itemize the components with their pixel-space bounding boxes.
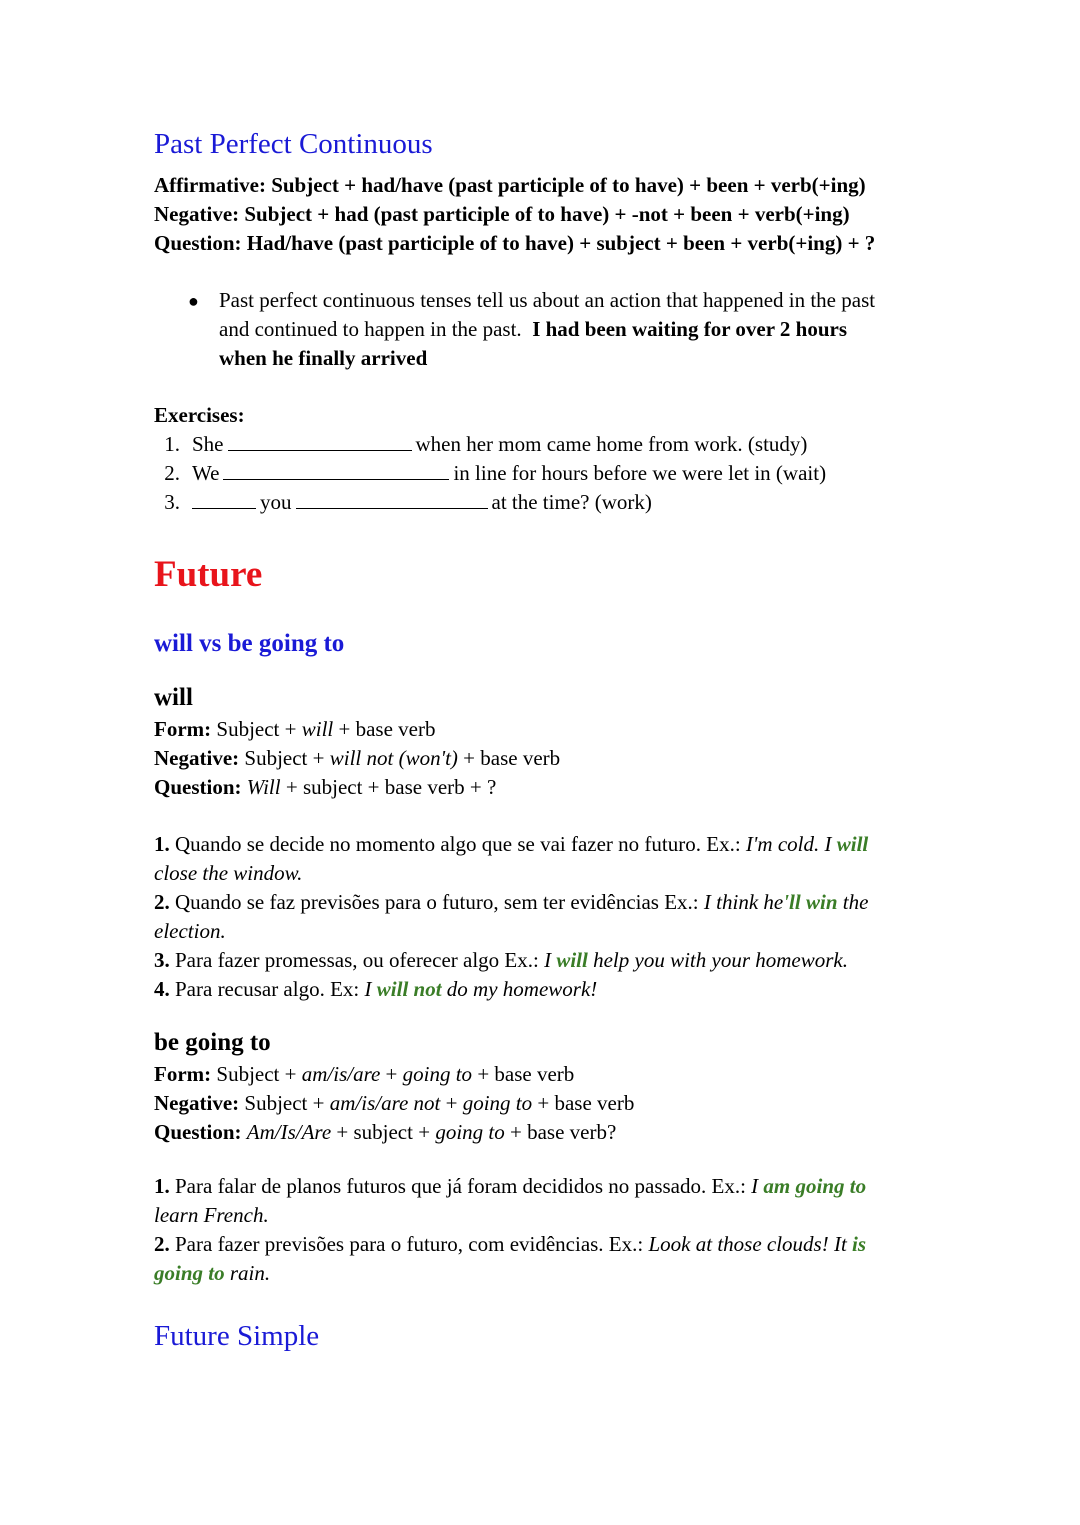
highlight: is	[852, 1232, 867, 1256]
going-use-1	[154, 1172, 866, 1201]
exercise-item-3	[154, 488, 652, 517]
subtitle-will-vs-going: will vs be going to	[154, 630, 345, 657]
highlight: will	[556, 948, 588, 972]
example: the	[837, 890, 869, 914]
exercise-number: 3.	[164, 490, 180, 514]
example: I	[364, 977, 377, 1001]
will-use-4	[154, 975, 597, 1004]
label: Question:	[154, 775, 242, 799]
section-title-future: Future	[154, 554, 263, 595]
exercise-item-1	[154, 430, 807, 459]
example: help you with your homework.	[587, 948, 848, 972]
exercise-text: in line for hours before we were let in (wait)	[453, 461, 827, 485]
highlight: will	[836, 832, 869, 856]
label: Question:	[154, 1120, 242, 1144]
text: + subject +	[331, 1120, 436, 1144]
ppc-affirmative: Affirmative: Subject + had/have (past participle of to have) + been + verb(+ing)	[154, 173, 866, 197]
exercise-text: She	[192, 432, 224, 456]
exercises-label: Exercises:	[154, 403, 245, 427]
text: Subject +	[244, 746, 330, 770]
example: rain.	[224, 1261, 271, 1285]
text: +	[380, 1062, 403, 1086]
ppc-bullet-line3: when he finally arrived	[219, 346, 428, 370]
text: Subject +	[244, 1091, 330, 1115]
going-question	[154, 1118, 616, 1147]
will-use-3	[154, 946, 848, 975]
text: + base verb	[472, 1062, 575, 1086]
text: Am/Is/Are	[246, 1120, 332, 1144]
label: Negative:	[154, 1091, 240, 1115]
text: Will	[246, 775, 281, 799]
section-title-ppc: Past Perfect Continuous	[154, 128, 433, 160]
highlight: am going to	[763, 1174, 867, 1198]
will-use-2	[154, 888, 868, 917]
highlight: going to	[154, 1261, 225, 1285]
answer-blank[interactable]	[228, 432, 412, 451]
text: Para falar de planos futuros que já foram decididos no passado. Ex.:	[175, 1174, 752, 1198]
example: I think he	[703, 890, 784, 914]
bullet-icon: ●	[188, 291, 199, 311]
text: going to	[402, 1062, 473, 1086]
list-number: 2.	[154, 890, 170, 914]
text: Quando se faz previsões para o futuro, sem ter evidências Ex.:	[175, 890, 704, 914]
answer-blank[interactable]	[192, 490, 256, 509]
text: + base verb	[457, 746, 561, 770]
text: + base verb	[333, 717, 436, 741]
text: will not (won't)	[329, 746, 458, 770]
ppc-question: Question: Had/have (past participle of to have) + subject + been + verb(+ing) + ?	[154, 231, 876, 255]
highlight: 'll win	[783, 890, 838, 914]
exercise-number: 1.	[164, 432, 180, 456]
list-number: 3.	[154, 948, 170, 972]
text: + subject + base verb + ?	[280, 775, 497, 799]
ppc-bullet-text: and continued to happen in the past.	[219, 317, 522, 341]
section-title-future-simple: Future Simple	[154, 1320, 320, 1352]
label: Negative:	[154, 746, 240, 770]
example: do my homework!	[441, 977, 598, 1001]
will-negative	[154, 744, 560, 773]
list-number: 4.	[154, 977, 170, 1001]
example: Look at those clouds! It	[648, 1232, 853, 1256]
exercise-text: when her mom came home from work. (study)	[415, 432, 808, 456]
text: Quando se decide no momento algo que se vai fazer no futuro. Ex.:	[175, 832, 746, 856]
list-number: 1.	[154, 1174, 170, 1198]
answer-blank[interactable]	[223, 461, 449, 480]
label: Form:	[154, 1062, 212, 1086]
going-use-2	[154, 1230, 866, 1259]
answer-blank[interactable]	[296, 490, 488, 509]
will-question	[154, 773, 496, 802]
list-number: 2.	[154, 1232, 170, 1256]
ppc-negative: Negative: Subject + had (past participle of to have) + -not + been + verb(+ing)	[154, 202, 850, 226]
example: I	[544, 948, 557, 972]
heading-will: will	[154, 684, 193, 711]
text: am/is/are	[301, 1062, 381, 1086]
exercise-text: you	[260, 490, 292, 514]
text: Para recusar algo. Ex:	[175, 977, 365, 1001]
text: + base verb?	[504, 1120, 617, 1144]
going-use-2-cont	[154, 1259, 270, 1288]
will-use-1-cont: close the window.	[154, 861, 303, 885]
will-use-2-cont: election.	[154, 919, 226, 943]
exercise-text: at the time? (work)	[491, 490, 652, 514]
text: going to	[435, 1120, 505, 1144]
will-form	[154, 715, 435, 744]
heading-be-going-to: be going to	[154, 1029, 271, 1056]
will-use-1	[154, 830, 868, 859]
exercise-item-2	[154, 459, 826, 488]
text: will	[301, 717, 334, 741]
text: Subject +	[216, 717, 302, 741]
text: Para fazer previsões para o futuro, com evidências. Ex.:	[175, 1232, 649, 1256]
exercise-number: 2.	[164, 461, 180, 485]
label: Form:	[154, 717, 212, 741]
ppc-bullet-line1: Past perfect continuous tenses tell us about an action that happened in the past	[219, 288, 876, 312]
going-negative	[154, 1089, 634, 1118]
example: I	[751, 1174, 764, 1198]
text: +	[440, 1091, 463, 1115]
text: + base verb	[532, 1091, 635, 1115]
ppc-bullet-line2	[219, 315, 847, 344]
example: I'm cold. I	[745, 832, 837, 856]
ppc-bullet-example: I had been waiting for over 2 hours	[532, 317, 848, 341]
highlight: will not	[376, 977, 442, 1001]
text: am/is/are not	[329, 1091, 441, 1115]
exercise-text: We	[192, 461, 220, 485]
going-use-1-cont: learn French.	[154, 1203, 269, 1227]
list-number: 1.	[154, 832, 170, 856]
going-form	[154, 1060, 574, 1089]
text: Subject +	[216, 1062, 302, 1086]
text: going to	[462, 1091, 533, 1115]
text: Para fazer promessas, ou oferecer algo Ex.:	[175, 948, 545, 972]
